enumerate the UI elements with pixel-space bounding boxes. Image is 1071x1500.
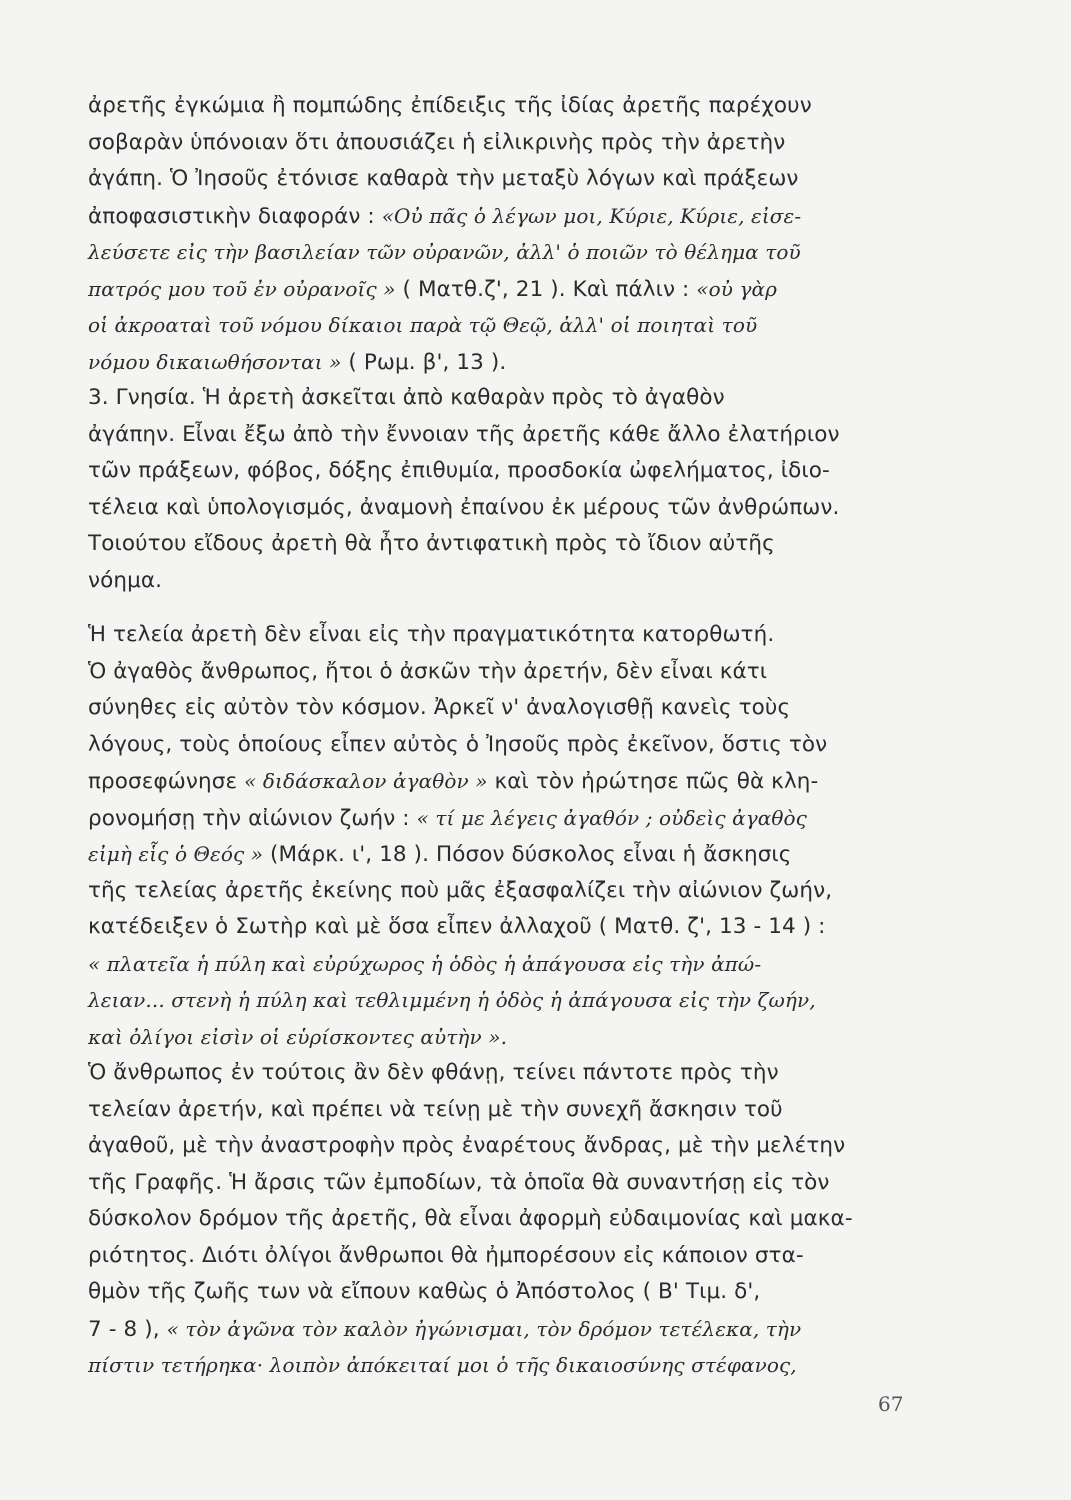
text-line (88, 873, 968, 910)
text-line (88, 727, 968, 764)
text-line (88, 271, 968, 308)
body-text (88, 88, 968, 1384)
text-segment: ἀγάπη. Ὁ Ἰησοῦς ἐτόνισε καθαρὰ τὴν μεταξὺ λόγων καὶ πράξεων (88, 166, 799, 191)
text-line (88, 198, 968, 235)
text-line (88, 88, 968, 125)
quote-segment: « διδάσκαλον ἀγαθὸν » (244, 769, 488, 793)
text-line (88, 563, 968, 600)
quote-segment: «Οὐ πᾶς ὁ λέγων μοι, Κύριε, Κύριε, εἰσε- (381, 203, 802, 228)
quote-segment: εἰμὴ εἷς ὁ Θεός » (88, 842, 264, 866)
text-line (88, 946, 968, 983)
quote-segment: οἱ ἀκροαταὶ τοῦ νόμου δίκαιοι παρὰ τῷ Θεῷ, ἀλλ' οἱ ποιηταὶ τοῦ (88, 313, 758, 337)
text-line (88, 1128, 968, 1165)
text-segment: ρονομήσῃ τὴν αἰώνιον ζωήν : (88, 805, 417, 831)
text-line (88, 1274, 968, 1311)
text-segment: Τοιούτου εἴδους ἀρετὴ θὰ ἦτο ἀντιφατικὴ πρὸς τὸ ἴδιον αὐτῆς (88, 531, 775, 556)
text-segment: ἀποφασιστικὴν διαφοράν : (88, 203, 382, 229)
text-segment: Ὁ ἀγαθὸς ἄνθρωπος, ἤτοι ὁ ἀσκῶν τὴν ἀρετήν, δὲν εἶναι κάτι (88, 658, 768, 684)
text-line (88, 836, 968, 873)
text-segment: τῆς τελείας ἀρετῆς ἐκείνης ποὺ μᾶς ἐξασφαλίζει τὴν αἰώνιον ζωήν, (88, 877, 833, 903)
text-segment: ἀρετῆς ἐγκώμια ἢ πομπώδης ἐπίδειξις τῆς ἰδίας ἀρετῆς παρέχουν (88, 93, 812, 118)
text-line (88, 1347, 968, 1384)
text-line (88, 982, 968, 1019)
text-line (88, 800, 968, 837)
text-segment: θμὸν τῆς ζωῆς των νὰ εἴπουν καθὼς ὁ Ἀπόστολος ( Β' Τιμ. δ', (88, 1279, 761, 1304)
quote-segment: λεύσετε εἰς τὴν βασιλείαν τῶν οὐρανῶν, ἀλλ' ὁ ποιῶν τὸ θέλημα τοῦ (88, 240, 801, 264)
text-segment: ( Ρωμ. β', 13 ). (341, 349, 507, 375)
text-line (88, 1201, 968, 1238)
text-segment: κατέδειξεν ὁ Σωτὴρ καὶ μὲ ὅσα εἶπεν ἀλλαχοῦ ( Ματθ. ζ', 13 - 14 ) : (88, 914, 826, 939)
text-line (88, 344, 968, 381)
text-line (88, 1238, 968, 1275)
text-line (88, 654, 968, 691)
text-line (88, 453, 968, 490)
text-line (88, 1311, 968, 1348)
page-number: 67 (878, 1392, 904, 1416)
quote-segment: πατρός μου τοῦ ἐν οὐρανοῖς » (88, 276, 396, 301)
text-line (88, 763, 968, 800)
text-line (88, 490, 968, 527)
quote-segment: «οὐ γὰρ (696, 276, 777, 301)
text-segment: ( Ματθ.ζ', 21 ). Καὶ πάλιν : (395, 276, 697, 302)
text-segment: Ἡ τελεία ἀρετὴ δὲν εἶναι εἰς τὴν πραγματικότητα κατορθωτή. (88, 622, 775, 647)
text-segment: 7 - 8 ), (88, 1316, 167, 1342)
text-segment: ἀγαθοῦ, μὲ τὴν ἀναστροφὴν πρὸς ἐναρέτους ἄνδρας, μὲ τὴν μελέτην (88, 1133, 846, 1158)
text-segment: ἀγάπην. Εἶναι ἔξω ἀπὸ τὴν ἔννοιαν τῆς ἀρετῆς κάθε ἄλλο ἐλατήριον (88, 421, 840, 447)
text-line (88, 1092, 968, 1129)
text-segment: τέλεια καὶ ὑπολογισμός, ἀναμονὴ ἐπαίνου ἐκ μέρους τῶν ἀνθρώπων. (88, 494, 840, 520)
text-segment: σύνηθες εἰς αὐτὸν τὸν κόσμον. Ἀρκεῖ ν' ἀναλογισθῇ κανεὶς τοὺς (88, 695, 791, 720)
quote-segment: « τὸν ἀγῶνα τὸν καλὸν ἠγώνισμαι, τὸν δρόμον τετέλεκα, τὴν (166, 1316, 802, 1341)
text-line (88, 617, 968, 654)
text-line (88, 417, 968, 454)
quote-segment: « τί με λέγεις ἀγαθόν ; οὐδεὶς ἀγαθὸς (416, 805, 807, 830)
text-line (88, 909, 968, 946)
text-line (88, 161, 968, 198)
text-segment: τῆς Γραφῆς. Ἡ ἄρσις τῶν ἐμποδίων, τὰ ὁποῖα θὰ συναντήσῃ εἰς τὸν (88, 1169, 830, 1195)
text-line (88, 1165, 968, 1202)
text-segment: ριότητος. Διότι ὀλίγοι ἄνθρωποι θὰ ἠμπορέσουν εἰς κάποιον στα- (88, 1242, 804, 1268)
text-segment: (Μάρκ. ι', 18 ). Πόσον δύσκολος εἶναι ἡ ἄσκησις (263, 842, 792, 867)
text-segment: Ὁ ἄνθρωπος ἐν τούτοις ἂν δὲν φθάνῃ, τείνει πάντοτε πρὸς τὴν (88, 1060, 779, 1085)
quote-segment: καὶ ὀλίγοι εἰσὶν οἱ εὑρίσκοντες αὐτὴν ». (88, 1024, 508, 1049)
text-line (88, 526, 968, 563)
quote-segment: λειαν... στενὴ ἡ πύλη καὶ τεθλιμμένη ἡ ὁδὸς ἡ ἀπάγουσα εἰς τὴν ζωήν, (88, 988, 816, 1012)
text-line (88, 1019, 968, 1056)
quote-segment: πίστιν τετήρηκα· λοιπὸν ἀπόκειταί μοι ὁ τῆς δικαιοσύνης στέφανος, (88, 1353, 797, 1377)
text-segment: τῶν πράξεων, φόβος, δόξης ἐπιθυμία, προσδοκία ὠφελήματος, ἰδιο- (88, 458, 830, 483)
text-segment: λόγους, τοὺς ὁποίους εἶπεν αὐτὸς ὁ Ἰησοῦς πρὸς ἐκεῖνον, ὅστις τὸν (88, 731, 828, 757)
text-segment: σοβαρὰν ὑπόνοιαν ὅτι ἀπουσιάζει ἡ εἰλικρινὴς πρὸς τὴν ἀρετὴν (88, 129, 786, 155)
text-segment: τελείαν ἀρετήν, καὶ πρέπει νὰ τείνῃ μὲ τὴν συνεχῆ ἄσκησιν τοῦ (88, 1096, 783, 1122)
text-segment: καὶ τὸν ἠρώτησε πῶς θὰ κλη- (487, 769, 819, 794)
quote-segment: νόμου δικαιωθήσονται » (88, 349, 342, 374)
text-line (88, 380, 968, 417)
text-segment: 3. Γνησία. Ἡ ἀρετὴ ἀσκεῖται ἀπὸ καθαρὰν πρὸς τὸ ἀγαθὸν (88, 385, 725, 410)
text-segment: προσεφώνησε (88, 769, 245, 794)
text-line (88, 125, 968, 162)
text-segment: νόημα. (88, 567, 163, 593)
text-segment: δύσκολον δρόμον τῆς ἀρετῆς, θὰ εἶναι ἀφορμὴ εὐδαιμονίας καὶ μακα- (88, 1206, 853, 1231)
quote-segment: « πλατεῖα ἡ πύλη καὶ εὐρύχωρος ἡ ὁδὸς ἡ ἀπάγουσα εἰς τὴν ἀπώ- (88, 951, 762, 976)
text-line (88, 307, 968, 344)
text-line (88, 234, 968, 271)
text-line (88, 1055, 968, 1092)
text-line (88, 690, 968, 727)
